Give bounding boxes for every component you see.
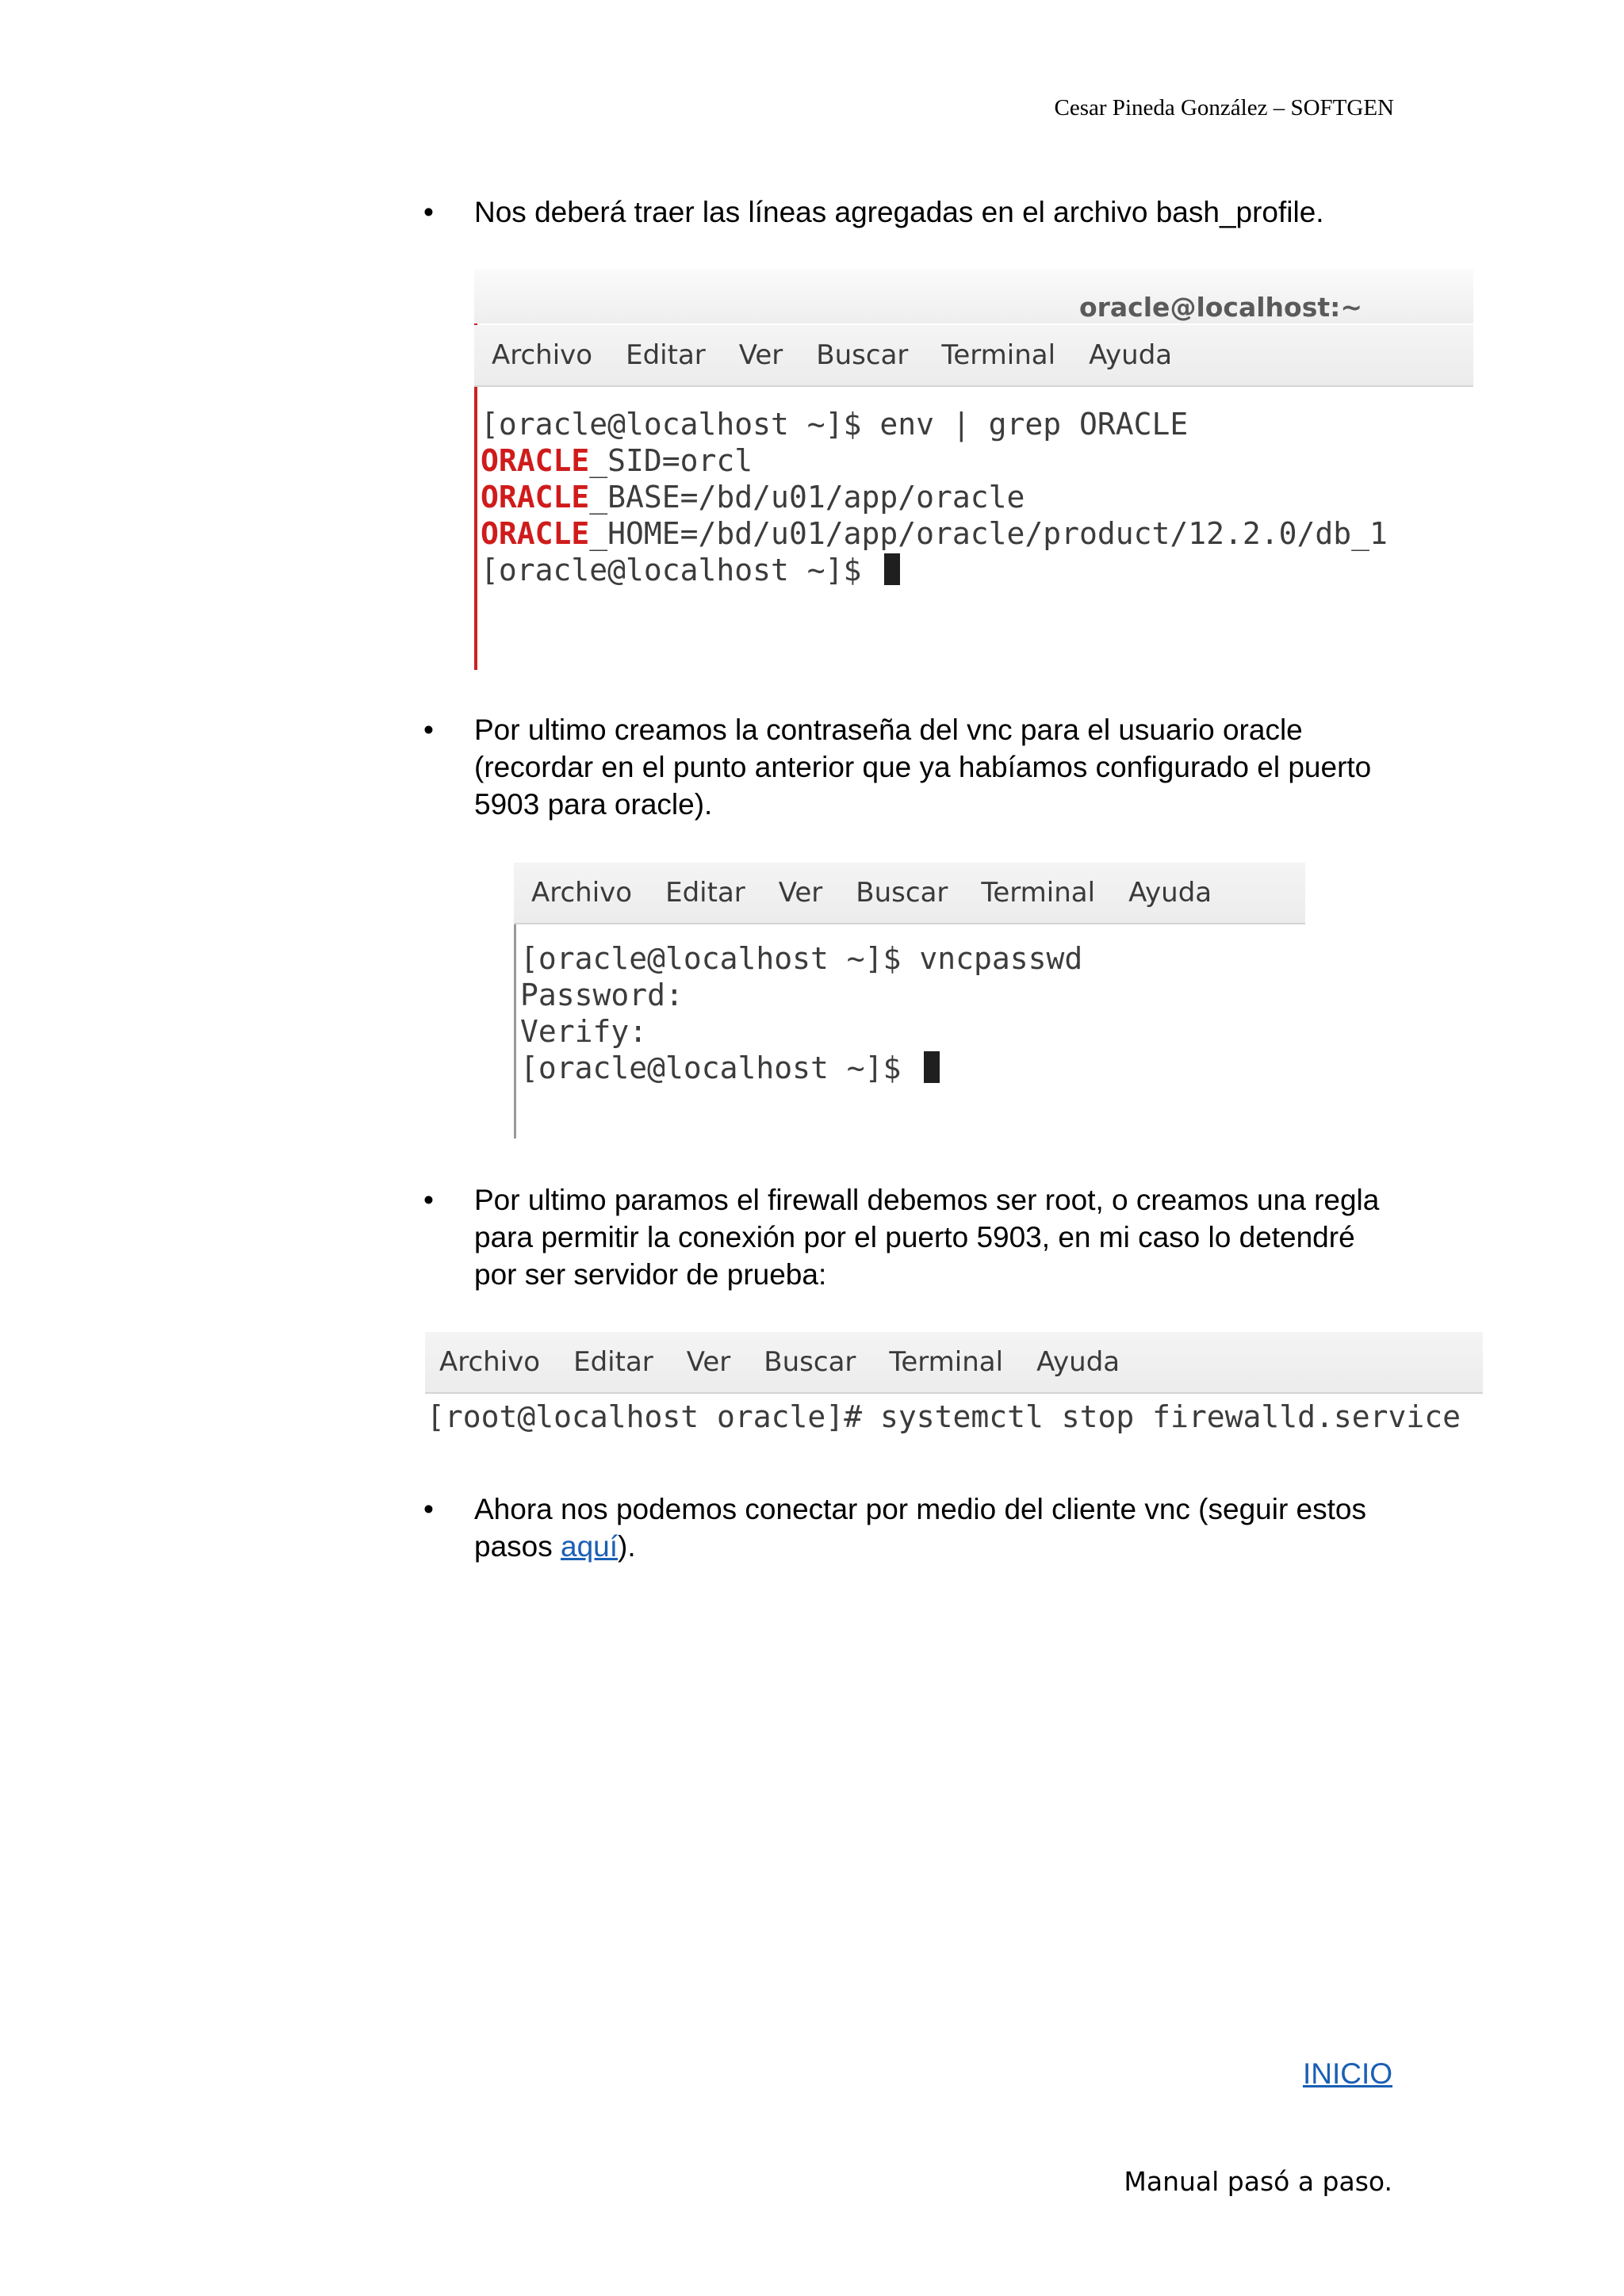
terminal-window-env (474, 270, 1473, 670)
paragraph-firewall: Por ultimo paramos el firewall debemos ser root, o creamos una regla para permitir la conexión por el puerto 5903, en mi caso lo detendré por ser servidor de prueba: (474, 1184, 1380, 1291)
menu-terminal[interactable]: Terminal (941, 339, 1056, 371)
highlight-oracle: ORACLE (481, 443, 590, 478)
menu-buscar[interactable]: Buscar (856, 877, 948, 909)
terminal-line: Password: (520, 978, 684, 1012)
menu-ver[interactable]: Ver (778, 877, 823, 909)
bullet: • (423, 1184, 434, 1216)
bullet: • (423, 196, 434, 228)
terminal-line: [root@localhost oracle]# systemctl stop firewalld.service (427, 1399, 1461, 1434)
menu-editar[interactable]: Editar (626, 339, 706, 371)
link-inicio[interactable]: INICIO (1302, 2057, 1392, 2090)
paragraph-vnc-password: Por ultimo creamos la contraseña del vnc para el usuario oracle (recordar en el punto anterior que ya habíamos configurado el puerto 5903 para oracle). (474, 714, 1372, 821)
terminal-output (520, 940, 1082, 1086)
paragraph-bash-profile: Nos deberá traer las líneas agregadas en el archivo bash_profile. (474, 196, 1324, 228)
terminal-cursor (884, 553, 900, 585)
menu-terminal[interactable]: Terminal (889, 1346, 1004, 1378)
terminal-line: ORACLE_HOME=/bd/u01/app/oracle/product/12.2.0/db_1 (481, 516, 1388, 551)
link-aqui[interactable]: aquí (561, 1530, 619, 1563)
terminal-line: [oracle@localhost ~]$ (520, 1050, 1082, 1086)
terminal-menubar (425, 1332, 1483, 1394)
terminal-menubar (474, 325, 1473, 387)
menu-ayuda[interactable]: Ayuda (1036, 1346, 1120, 1378)
menu-editar[interactable]: Editar (573, 1346, 653, 1378)
terminal-title: oracle@localhost:~ (1078, 292, 1362, 323)
menu-buscar[interactable]: Buscar (764, 1346, 856, 1378)
menu-ver[interactable]: Ver (738, 339, 783, 371)
menu-terminal[interactable]: Terminal (981, 877, 1096, 909)
menu-ayuda[interactable]: Ayuda (1089, 339, 1173, 371)
terminal-titlebar (474, 270, 1473, 323)
terminal-output (427, 1399, 1461, 1435)
terminal-cursor (924, 1051, 940, 1083)
menu-editar[interactable]: Editar (665, 877, 745, 909)
menu-archivo[interactable]: Archivo (531, 877, 633, 909)
terminal-window-vncpasswd (514, 863, 1305, 1138)
terminal-line: [oracle@localhost ~]$ vncpasswd (520, 941, 1083, 976)
terminal-line: ORACLE_BASE=/bd/u01/app/oracle (481, 480, 1025, 515)
menu-archivo[interactable]: Archivo (439, 1346, 541, 1378)
terminal-line: ORACLE_SID=orcl (481, 443, 753, 478)
menu-buscar[interactable]: Buscar (816, 339, 909, 371)
terminal-output (481, 406, 1388, 588)
terminal-window-firewall (425, 1332, 1483, 1435)
menu-archivo[interactable]: Archivo (492, 339, 593, 371)
menu-ver[interactable]: Ver (686, 1346, 731, 1378)
page-header: Cesar Pineda González – SOFTGEN (1054, 95, 1394, 121)
terminal-menubar (514, 863, 1305, 924)
terminal-line: [oracle@localhost ~]$ (481, 552, 1388, 588)
highlight-oracle: ORACLE (481, 480, 590, 515)
bullet: • (423, 714, 434, 746)
terminal-line: [oracle@localhost ~]$ env | grep ORACLE (481, 407, 1189, 442)
bullet: • (423, 1493, 434, 1525)
terminal-line: Verify: (520, 1014, 648, 1049)
menu-ayuda[interactable]: Ayuda (1128, 877, 1212, 909)
highlight-oracle: ORACLE (481, 516, 590, 551)
footer-text: Manual pasó a paso. (1124, 2166, 1392, 2197)
paragraph-vnc-client: Ahora nos podemos conectar por medio del cliente vnc (seguir estos pasos aquí). (474, 1493, 1366, 1563)
